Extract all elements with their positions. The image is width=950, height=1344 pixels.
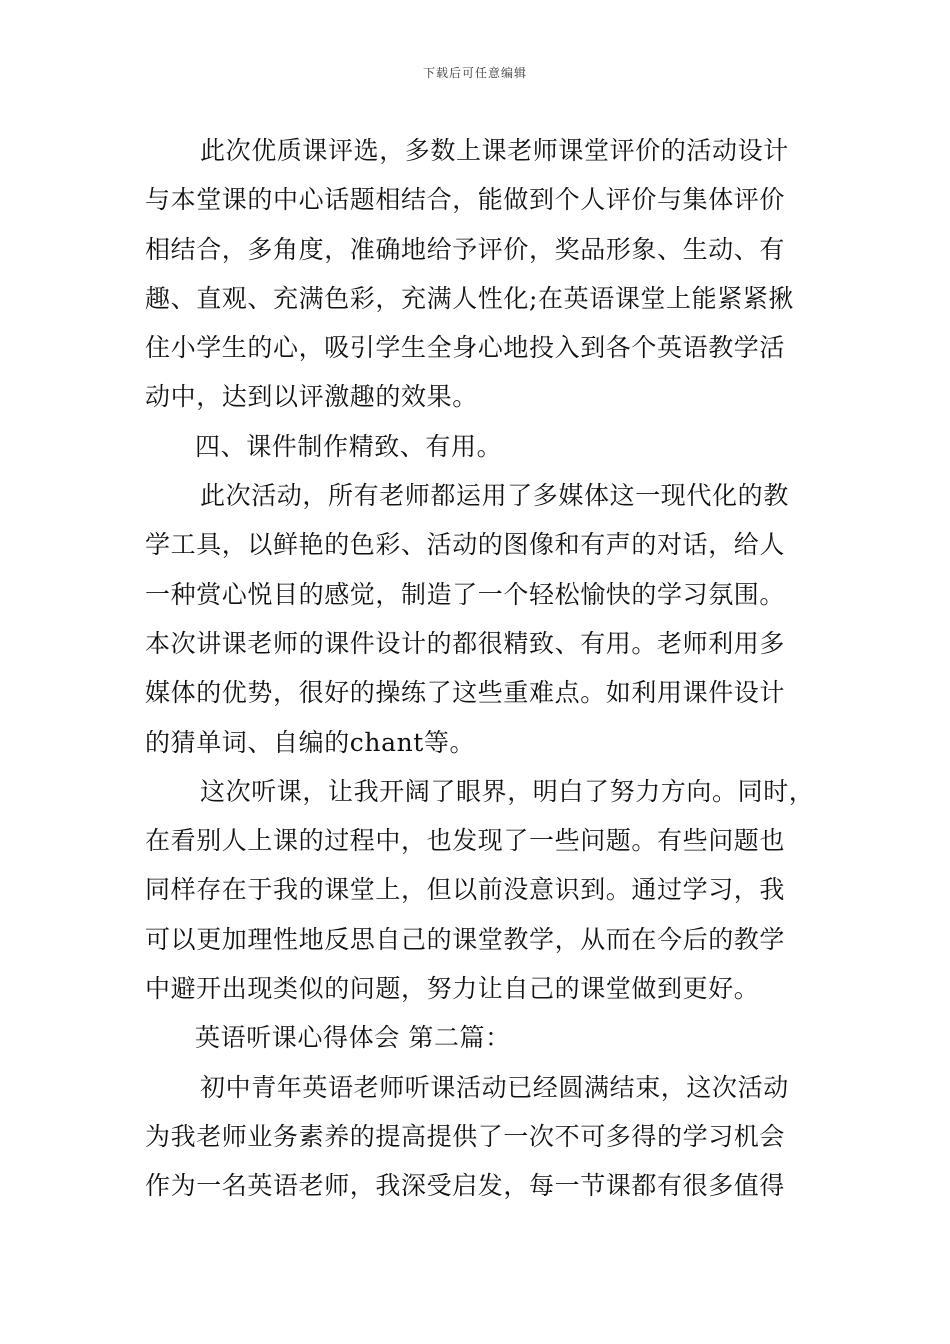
text-line: 此次优质课评选，多数上课老师课堂评价的活动设计 — [200, 136, 789, 165]
text-line: 为我老师业务素养的提高提供了一次不可多得的学习机会 — [145, 1121, 786, 1151]
text-line: 可以更加理性地反思自己的课堂教学，从而在今后的教学 — [145, 924, 786, 954]
body-text — [145, 126, 815, 1211]
text-line: 中避开出现类似的问题，努力让自己的课堂做到更好。 — [145, 974, 760, 1004]
text-line: 媒体的优势，很好的操练了这些重难点。如利用课件设计 — [145, 678, 786, 708]
text-line: 相结合，多角度，准确地给予评价，奖品形象、生动、有 — [145, 234, 786, 264]
text-line: 趣、直观、充满色彩，充满人性化;在英语课堂上能紧紧揪 — [145, 283, 795, 313]
text-line: 作为一名英语老师，我深受启发，每一节课都有很多值得 — [145, 1171, 786, 1201]
text-line: 同样存在于我的课堂上，但以前没意识到。通过学习，我 — [145, 875, 786, 905]
text-line: 住小学生的心，吸引学生全身心地投入到各个英语教学活 — [145, 333, 786, 363]
text-line: 动中，达到以评激趣的效果。 — [145, 382, 478, 412]
text-line: 的猜单词、自编的chant等。 — [145, 727, 476, 757]
text-line: 此次活动，所有老师都运用了多媒体这一现代化的教 — [200, 481, 789, 511]
page-header: 下载后可任意编辑 — [422, 66, 527, 80]
section-heading: 四、课件制作精致、有用。 — [195, 431, 503, 461]
section-heading: 英语听课心得体会 第二篇： — [195, 1023, 511, 1053]
text-line: 与本堂课的中心话题相结合，能做到个人评价与集体评价 — [145, 185, 786, 215]
text-line: 初中青年英语老师听课活动已经圆满结束，这次活动 — [200, 1072, 789, 1102]
text-line: 学工具，以鲜艳的色彩、活动的图像和有声的对话，给人 — [145, 530, 786, 560]
text-line: 本次讲课老师的课件设计的都很精致、有用。老师利用多 — [145, 628, 786, 658]
text-line: 一种赏心悦目的感觉，制造了一个轻松愉快的学习氛围。 — [145, 579, 786, 609]
text-line: 这次听课，让我开阔了眼界，明白了努力方向。同时， — [200, 776, 815, 806]
text-line: 在看别人上课的过程中，也发现了一些问题。有些问题也 — [145, 826, 786, 856]
